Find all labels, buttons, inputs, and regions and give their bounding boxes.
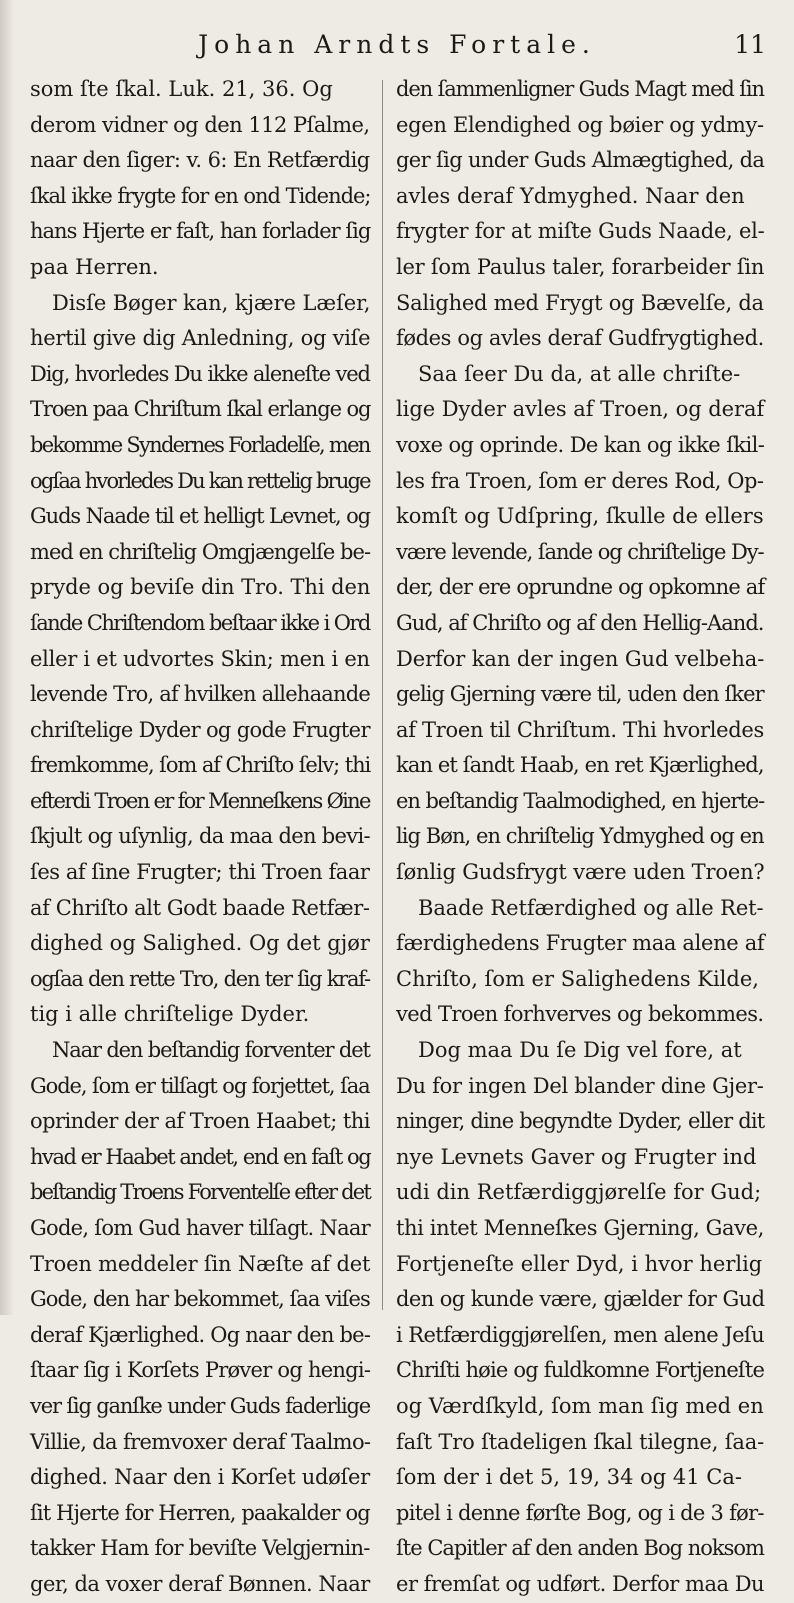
text-line: Chriſto, ſom er Salighedens Kilde, bbox=[396, 966, 759, 991]
text-line: hertil give dig Anledning, og viſe bbox=[30, 326, 371, 351]
text-line: efterdi Troen er for Menneſkens Øine bbox=[30, 788, 370, 813]
left-column bbox=[30, 72, 370, 1603]
column-divider bbox=[382, 80, 383, 1310]
text-line: og Værdſkyld, ſom man ſig med en bbox=[396, 1393, 764, 1418]
text-line: Guds Naade til et helligt Levnet, og bbox=[30, 504, 370, 529]
text-line: ler ſom Paulus taler, forarbeider ſin bbox=[396, 254, 765, 279]
text-line: takker Ham for beviſte Velgjernin- bbox=[30, 1536, 370, 1561]
text-line: den ſammenligner Guds Magt med ſin bbox=[396, 77, 764, 101]
text-line: ſom der i det 5, 19, 34 og 41 Ca- bbox=[396, 1465, 742, 1490]
text-line: oprinder der af Troen Haabet; thi bbox=[30, 1109, 370, 1134]
text-line: kan et ſandt Haab, en ret Kjærlighed, bbox=[396, 753, 764, 778]
text-line: Gode, ſom Gud haver tilſagt. Naar bbox=[30, 1216, 370, 1240]
text-line: Derfor kan der ingen Gud velbeha- bbox=[396, 646, 765, 671]
text-line: hans Hjerte er faſt, han forlader ſig bbox=[30, 219, 371, 244]
text-line: Baade Retfærdighed og alle Ret- bbox=[418, 895, 764, 920]
text-line: Du for ingen Del blander dine Gjer- bbox=[396, 1073, 764, 1098]
text-line: med en chriſtelig Omgjængelſe be- bbox=[30, 539, 371, 564]
text-line: ſtaar ſig i Korſets Prøver og hengi- bbox=[30, 1358, 371, 1383]
text-line: Troen meddeler ſin Næſte af det bbox=[30, 1251, 371, 1276]
text-line: pitel i denne førſte Bog, og i de 3 før- bbox=[396, 1500, 764, 1525]
text-line: faſt Tro ſtadeligen ſkal tilegne, ſaa- bbox=[396, 1429, 765, 1454]
text-line: ogſaa den rette Tro, den ter ſig kraf- bbox=[30, 966, 370, 991]
text-line: ger ſig under Guds Almægtighed, da bbox=[396, 148, 765, 173]
text-line: færdighedens Frugter maa alene af bbox=[396, 931, 765, 956]
text-line: ſkjult og uſynlig, da maa den bevi- bbox=[30, 824, 370, 849]
text-line: ſande Chriſtendom beſtaar ikke i Ord bbox=[30, 610, 370, 635]
running-head bbox=[0, 30, 794, 64]
text-line: levende Tro, af hvilken allehaande bbox=[30, 682, 371, 707]
text-line: nye Levnets Gaver og Frugter ind bbox=[396, 1144, 757, 1169]
text-line: lige Dyder avles af Troen, og deraf bbox=[396, 397, 765, 422]
text-line: en beſtandig Taalmodighed, en hjerte- bbox=[396, 788, 765, 813]
text-line: avles deraf Ydmyghed. Naar den bbox=[396, 183, 745, 208]
text-line: Dog maa Du ſe Dig vel fore, at bbox=[418, 1038, 742, 1063]
right-column bbox=[396, 72, 764, 1603]
text-line: deraf Kjærlighed. Og naar den be- bbox=[30, 1322, 371, 1347]
text-line: derom vidner og den 112 Pſalme, bbox=[30, 112, 370, 137]
text-line: paa Herren. bbox=[30, 254, 159, 279]
text-line: Villie, da fremvoxer deraf Taalmo- bbox=[30, 1429, 371, 1454]
text-line: Salighed med Frygt og Bævelſe, da bbox=[396, 290, 764, 315]
text-line: lig Bøn, en chriſtelig Ydmyghed og en bbox=[396, 824, 764, 849]
text-line: ſønlig Gudsfrygt være uden Troen? bbox=[396, 860, 765, 885]
text-line: af Troen til Chriſtum. Thi hvorledes bbox=[396, 717, 764, 742]
text-line: hvad er Haabet andet, end en faſt og bbox=[30, 1144, 371, 1169]
text-line: Saa ſeer Du da, at alle chriſte- bbox=[418, 361, 741, 386]
running-title: Johan Arndts Fortale. bbox=[198, 30, 596, 59]
text-line: pryde og beviſe din Tro. Thi den bbox=[30, 575, 371, 600]
text-line: les fra Troen, ſom er deres Rod, Op- bbox=[396, 468, 764, 493]
text-line: Naar den beſtandig forventer det bbox=[52, 1038, 370, 1063]
text-line: er fremſat og udført. Derfor maa Du bbox=[396, 1571, 765, 1596]
text-line: ſes af ſine Frugter; thi Troen faar bbox=[30, 860, 370, 885]
text-line: i Retfærdiggjørelſen, men alene Jeſu bbox=[396, 1322, 765, 1347]
text-line: ſit Hjerte for Herren, paakalder og bbox=[30, 1500, 370, 1525]
text-line: eller i et udvortes Skin; men i en bbox=[30, 646, 370, 671]
text-line: Troen paa Chriſtum ſkal erlange og bbox=[30, 397, 371, 422]
text-line: ninger, dine begyndte Dyder, eller dit bbox=[396, 1109, 765, 1134]
text-line: der, der ere oprundne og opkomne af bbox=[396, 575, 765, 600]
text-line: ved Troen forhverves og bekommes. bbox=[396, 1002, 764, 1027]
text-line: Gode, ſom er tilſagt og forjettet, ſaa bbox=[30, 1073, 370, 1098]
page-number: 11 bbox=[734, 30, 766, 59]
text-line: chriſtelige Dyder og gode Frugter bbox=[30, 717, 370, 742]
text-line: Fortjeneſte eller Dyd, i hvor herlig bbox=[396, 1251, 763, 1276]
text-line: ver ſig ganſke under Guds faderlige bbox=[30, 1393, 371, 1418]
text-line: den og kunde være, gjælder for Gud bbox=[396, 1287, 765, 1312]
text-line: naar den ſiger: v. 6: En Retfærdig bbox=[30, 148, 370, 173]
text-line: være levende, ſande og chriſtelige Dy- bbox=[396, 539, 764, 564]
text-line: beſtandig Troens Forventelſe efter det bbox=[30, 1180, 370, 1205]
text-line: bekomme Syndernes Forladelſe, men bbox=[30, 432, 370, 457]
text-line: Disſe Bøger kan, kjære Læſer, bbox=[52, 290, 371, 315]
text-line: som ſte ſkal. Luk. 21, 36. Og bbox=[30, 77, 333, 101]
text-line: komſt og Udſpring, ſkulle de ellers bbox=[396, 504, 764, 529]
text-line: dighed. Naar den i Korſet udøſer bbox=[30, 1465, 370, 1490]
text-line: Dig, hvorledes Du ikke aleneſte ved bbox=[30, 361, 370, 386]
text-line: gelig Gjerning være til, uden den ſker bbox=[396, 682, 764, 707]
text-line: voxe og oprinde. De kan og ikke ſkil- bbox=[396, 432, 765, 457]
text-line: af Chriſto alt Godt baade Retfær- bbox=[30, 895, 370, 920]
text-line: ſte Capitler af den anden Bog noksom bbox=[396, 1536, 764, 1561]
text-line: Gud, af Chriſto og af den Hellig-Aand. bbox=[396, 610, 764, 635]
text-line: fødes og avles deraf Gudfrygtighed. bbox=[396, 326, 764, 351]
text-line: ogſaa hvorledes Du kan rettelig bruge bbox=[30, 468, 370, 493]
text-line: tig i alle chriſtelige Dyder. bbox=[30, 1002, 310, 1027]
text-line: egen Elendighed og bøier og ydmy- bbox=[396, 112, 764, 137]
text-line: ger, da voxer deraf Bønnen. Naar bbox=[30, 1571, 370, 1596]
text-line: ſkal ikke frygte for en ond Tidende; bbox=[30, 183, 371, 208]
text-line: thi intet Menneſkes Gjerning, Gave, bbox=[396, 1216, 764, 1240]
text-line: dighed og Salighed. Og det gjør bbox=[30, 931, 370, 956]
text-line: udi din Retfærdiggjørelſe for Gud; bbox=[396, 1180, 762, 1205]
text-line: fremkomme, ſom af Chriſto ſelv; thi bbox=[30, 753, 371, 778]
text-line: frygter for at miſte Guds Naade, el- bbox=[396, 219, 765, 244]
page-edge-shadow bbox=[0, 0, 14, 1315]
text-line: Chriſti høie og fuldkomne Fortjeneſte bbox=[396, 1358, 765, 1383]
text-line: Gode, den har bekommet, ſaa viſes bbox=[30, 1287, 370, 1312]
